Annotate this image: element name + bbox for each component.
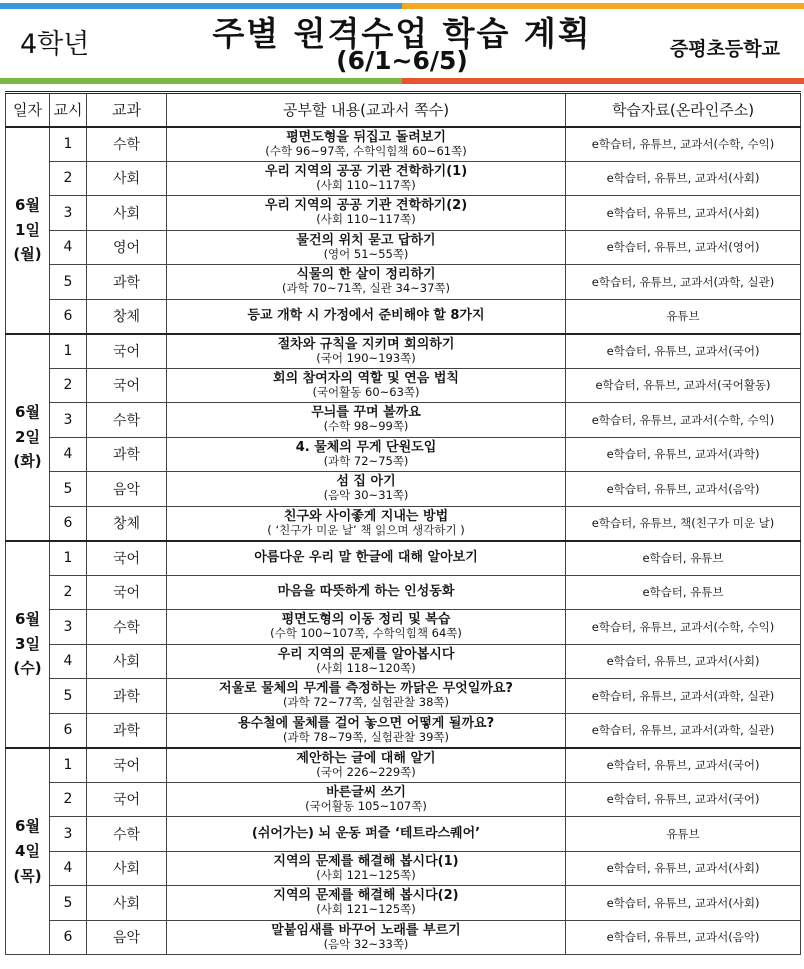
topic-cell (167, 886, 566, 921)
topic-title: 제안하는 글에 대해 알기 (296, 750, 436, 766)
subject-cell: 수학 (87, 610, 167, 645)
period-cell: 2 (50, 782, 87, 817)
day-label-line: 6월 (15, 195, 40, 214)
topic-cell (167, 679, 566, 714)
day-label-line: (월) (13, 245, 42, 264)
subject-cell: 사회 (87, 644, 167, 679)
topic-title: 친구와 사이좋게 지내는 방법 (283, 508, 449, 524)
day-label-line: 6월 (15, 609, 40, 628)
period-cell: 3 (50, 610, 87, 645)
topic-cell (167, 851, 566, 886)
table-row (6, 851, 801, 886)
subject-cell: 수학 (87, 127, 167, 162)
material-cell: e학습터, 유튜브, 교과서(수학, 수익) (566, 610, 801, 645)
material-cell: 유튜브 (566, 299, 801, 334)
table-row (6, 920, 801, 955)
topic-title: 회의 참여자의 역할 및 연음 법칙 (273, 370, 459, 386)
topic-title: 마음을 따뜻하게 하는 인성동화 (277, 584, 455, 600)
material-cell: e학습터, 유튜브, 교과서(과학, 실관) (566, 265, 801, 300)
material-cell: e학습터, 유튜브, 교과서(수학, 수익) (566, 403, 801, 438)
day-cell (6, 127, 50, 334)
topic-title: 평면도형을 뒤집고 돌려보기 (286, 129, 446, 145)
subject-cell: 과학 (87, 265, 167, 300)
topic-cell (167, 299, 566, 334)
topic-cell (167, 334, 566, 369)
day-label-line: 1일 (15, 220, 40, 239)
material-cell: e학습터, 유튜브, 교과서(국어) (566, 334, 801, 369)
topic-cell (167, 644, 566, 679)
period-cell: 5 (50, 472, 87, 507)
period-cell: 3 (50, 403, 87, 438)
topic-cell (167, 437, 566, 472)
topic-pages: (과학 70~71쪽, 실관 34~37쪽) (281, 281, 451, 296)
day-label-line: 2일 (15, 427, 40, 446)
header-topic: 공부할 내용(교과서 쪽수) (167, 93, 566, 127)
table-row (6, 782, 801, 817)
period-cell: 1 (50, 748, 87, 783)
period-cell: 4 (50, 644, 87, 679)
topic-pages: (수학 98~99쪽) (323, 419, 409, 434)
subject-cell: 사회 (87, 851, 167, 886)
table-row (6, 506, 801, 541)
topic-pages: (국어활동 60~63쪽) (312, 384, 420, 399)
day-cell (6, 334, 50, 541)
topic-cell (167, 782, 566, 817)
topic-cell (167, 161, 566, 196)
table-row (6, 265, 801, 300)
subject-cell: 영어 (87, 230, 167, 265)
topic-pages: (국어 190~193쪽) (316, 350, 416, 365)
topic-pages: (음악 30~31쪽) (323, 488, 409, 503)
material-cell: e학습터, 유튜브, 교과서(영어) (566, 230, 801, 265)
table-row (6, 644, 801, 679)
table-row (6, 472, 801, 507)
subject-cell: 사회 (87, 196, 167, 231)
topic-title: 등교 개학 시 가정에서 준비해야 할 8가지 (247, 308, 485, 323)
subject-cell: 과학 (87, 437, 167, 472)
day-label-line: 6월 (15, 402, 40, 421)
topic-title: (쉬어가는) 뇌 운동 퍼즐 ‘테트라스퀘어’ (251, 825, 481, 841)
header-bar-green (0, 78, 402, 84)
period-cell: 5 (50, 886, 87, 921)
topic-title: 물건의 위치 묻고 답하기 (296, 232, 436, 248)
topic-pages: (과학 78~79쪽, 실험관찰 39쪽) (282, 729, 449, 744)
topic-cell (167, 403, 566, 438)
topic-cell (167, 196, 566, 231)
topic-title: 우리 지역의 공공 기관 견학하기(1) (264, 163, 468, 179)
table-row (6, 403, 801, 438)
topic-title: 용수철에 물체를 걸어 놓으면 어떻게 될까요? (237, 715, 495, 731)
table-row (6, 230, 801, 265)
table-row (6, 299, 801, 334)
table-row (6, 334, 801, 369)
material-cell: e학습터, 유튜브, 교과서(수학, 수익) (566, 127, 801, 162)
table-row (6, 437, 801, 472)
subject-cell: 창체 (87, 299, 167, 334)
period-cell: 6 (50, 920, 87, 955)
material-cell: e학습터, 유튜브, 교과서(국어) (566, 782, 801, 817)
subject-cell: 과학 (87, 713, 167, 748)
header-material: 학습자료(온라인주소) (566, 93, 801, 127)
topic-pages: (사회 121~125쪽) (316, 902, 416, 917)
period-cell: 1 (50, 334, 87, 369)
topic-cell (167, 265, 566, 300)
topic-pages: (사회 118~120쪽) (316, 660, 416, 675)
topic-pages: (수학 96~97쪽, 수학익힘책 60~61쪽) (265, 143, 467, 158)
header-period: 교시 (50, 93, 87, 127)
topic-cell (167, 610, 566, 645)
subject-cell: 국어 (87, 368, 167, 403)
topic-pages: (음악 32~33쪽) (323, 936, 409, 951)
material-cell: e학습터, 유튜브, 교과서(사회) (566, 851, 801, 886)
material-cell: e학습터, 유튜브, 교과서(사회) (566, 886, 801, 921)
topic-cell (167, 748, 566, 783)
table-row (6, 196, 801, 231)
subject-cell: 국어 (87, 748, 167, 783)
material-cell: e학습터, 유튜브, 교과서(과학, 실관) (566, 713, 801, 748)
material-cell: e학습터, 유튜브, 교과서(사회) (566, 196, 801, 231)
table-row (6, 610, 801, 645)
day-label-line: (화) (13, 452, 42, 471)
table-row (6, 575, 801, 610)
period-cell: 1 (50, 541, 87, 576)
topic-pages: (국어활동 105~107쪽) (305, 798, 427, 813)
topic-title: 말붙임새를 바꾸어 노래를 부르기 (271, 922, 461, 938)
date-range: (6/1~6/5) (336, 46, 468, 75)
subject-cell: 사회 (87, 886, 167, 921)
school-name: 증평초등학교 (669, 38, 780, 60)
table-row (6, 886, 801, 921)
topic-pages: (과학 72~77쪽, 실험관찰 38쪽) (282, 695, 449, 710)
topic-cell (167, 713, 566, 748)
subject-cell: 과학 (87, 679, 167, 714)
period-cell: 6 (50, 713, 87, 748)
material-cell: e학습터, 유튜브, 교과서(사회) (566, 161, 801, 196)
subject-cell: 수학 (87, 403, 167, 438)
period-cell: 5 (50, 679, 87, 714)
period-cell: 3 (50, 196, 87, 231)
subject-cell: 음악 (87, 920, 167, 955)
weekly-plan-table (5, 91, 801, 955)
period-cell: 2 (50, 161, 87, 196)
period-cell: 3 (50, 817, 87, 852)
period-cell: 4 (50, 437, 87, 472)
topic-pages: (영어 51~55쪽) (323, 246, 409, 261)
topic-pages: (수학 100~107쪽, 수학익힘책 64쪽) (270, 626, 462, 641)
table-body (6, 127, 801, 955)
topic-cell (167, 368, 566, 403)
table-row (6, 713, 801, 748)
topic-title: 아름다운 우리 말 한글에 대해 알아보기 (254, 550, 478, 565)
page-title: 주별 원격수업 학습 계획 (212, 14, 592, 53)
material-cell: e학습터, 유튜브, 교과서(사회) (566, 644, 801, 679)
subject-cell: 국어 (87, 334, 167, 369)
material-cell: e학습터, 유튜브, 교과서(음악) (566, 920, 801, 955)
table-row (6, 748, 801, 783)
topic-pages: (사회 121~125쪽) (316, 867, 416, 882)
material-cell: e학습터, 유튜브 (566, 541, 801, 576)
material-cell: e학습터, 유튜브, 교과서(국어) (566, 748, 801, 783)
table-header-row (6, 93, 801, 127)
topic-title: 4. 물체의 무게 단원도입 (295, 439, 437, 455)
topic-title: 평면도형의 이동 정리 및 복습 (281, 612, 451, 628)
page-header (0, 0, 804, 88)
day-cell (6, 748, 50, 955)
topic-cell (167, 472, 566, 507)
period-cell: 2 (50, 368, 87, 403)
subject-cell: 사회 (87, 161, 167, 196)
topic-cell (167, 817, 566, 852)
topic-title: 저울로 물체의 무게를 측정하는 까닭은 무엇일까요? (219, 681, 513, 697)
day-label-line: (목) (13, 866, 42, 885)
material-cell: e학습터, 유튜브 (566, 575, 801, 610)
subject-cell: 국어 (87, 575, 167, 610)
topic-pages: (과학 72~75쪽) (323, 453, 409, 468)
topic-cell (167, 541, 566, 576)
table-row (6, 541, 801, 576)
material-cell: e학습터, 유튜브, 교과서(과학) (566, 437, 801, 472)
header-day: 일자 (6, 93, 50, 127)
header-subject: 교과 (87, 93, 167, 127)
topic-cell (167, 575, 566, 610)
day-label-line: 3일 (15, 634, 40, 653)
topic-pages: (국어 226~229쪽) (316, 764, 416, 779)
day-label-line: 6월 (15, 817, 40, 836)
topic-pages: ( ‘친구가 미운 날’ 책 읽으며 생각하기 ) (267, 522, 465, 537)
subject-cell: 국어 (87, 782, 167, 817)
topic-title: 지역의 문제를 해결해 봅시다(2) (273, 888, 459, 904)
material-cell: e학습터, 유튜브, 교과서(과학, 실관) (566, 679, 801, 714)
topic-cell (167, 230, 566, 265)
period-cell: 1 (50, 127, 87, 162)
period-cell: 2 (50, 575, 87, 610)
topic-pages: (사회 110~117쪽) (316, 177, 416, 192)
subject-cell: 창체 (87, 506, 167, 541)
topic-title: 식물의 한 살이 정리하기 (296, 267, 436, 283)
topic-title: 우리 지역의 공공 기관 견학하기(2) (264, 198, 468, 214)
day-cell (6, 541, 50, 748)
day-label-line: (수) (13, 659, 42, 678)
subject-cell: 음악 (87, 472, 167, 507)
grade-label: 4학년 (20, 29, 90, 60)
topic-title: 우리 지역의 문제를 알아봅시다 (277, 646, 455, 662)
topic-title: 지역의 문제를 해결해 봅시다(1) (273, 853, 459, 869)
header-bar-red (402, 78, 804, 84)
table-row (6, 817, 801, 852)
subject-cell: 수학 (87, 817, 167, 852)
topic-title: 절차와 규칙을 지키며 회의하기 (277, 336, 455, 352)
table-row (6, 161, 801, 196)
day-label-line: 4일 (15, 841, 40, 860)
period-cell: 6 (50, 299, 87, 334)
material-cell: e학습터, 유튜브, 교과서(국어활동) (566, 368, 801, 403)
period-cell: 4 (50, 230, 87, 265)
material-cell: 유튜브 (566, 817, 801, 852)
topic-cell (167, 127, 566, 162)
table-row (6, 368, 801, 403)
subject-cell: 국어 (87, 541, 167, 576)
topic-title: 무늬를 꾸며 볼까요 (311, 405, 421, 421)
table-row (6, 127, 801, 162)
topic-cell (167, 920, 566, 955)
topic-title: 섬 집 아기 (336, 474, 396, 490)
material-cell: e학습터, 유튜브, 책(친구가 미운 날) (566, 506, 801, 541)
period-cell: 5 (50, 265, 87, 300)
topic-cell (167, 506, 566, 541)
period-cell: 4 (50, 851, 87, 886)
period-cell: 6 (50, 506, 87, 541)
topic-pages: (사회 110~117쪽) (316, 212, 416, 227)
table-row (6, 679, 801, 714)
material-cell: e학습터, 유튜브, 교과서(음악) (566, 472, 801, 507)
topic-title: 바른글씨 쓰기 (326, 784, 406, 800)
